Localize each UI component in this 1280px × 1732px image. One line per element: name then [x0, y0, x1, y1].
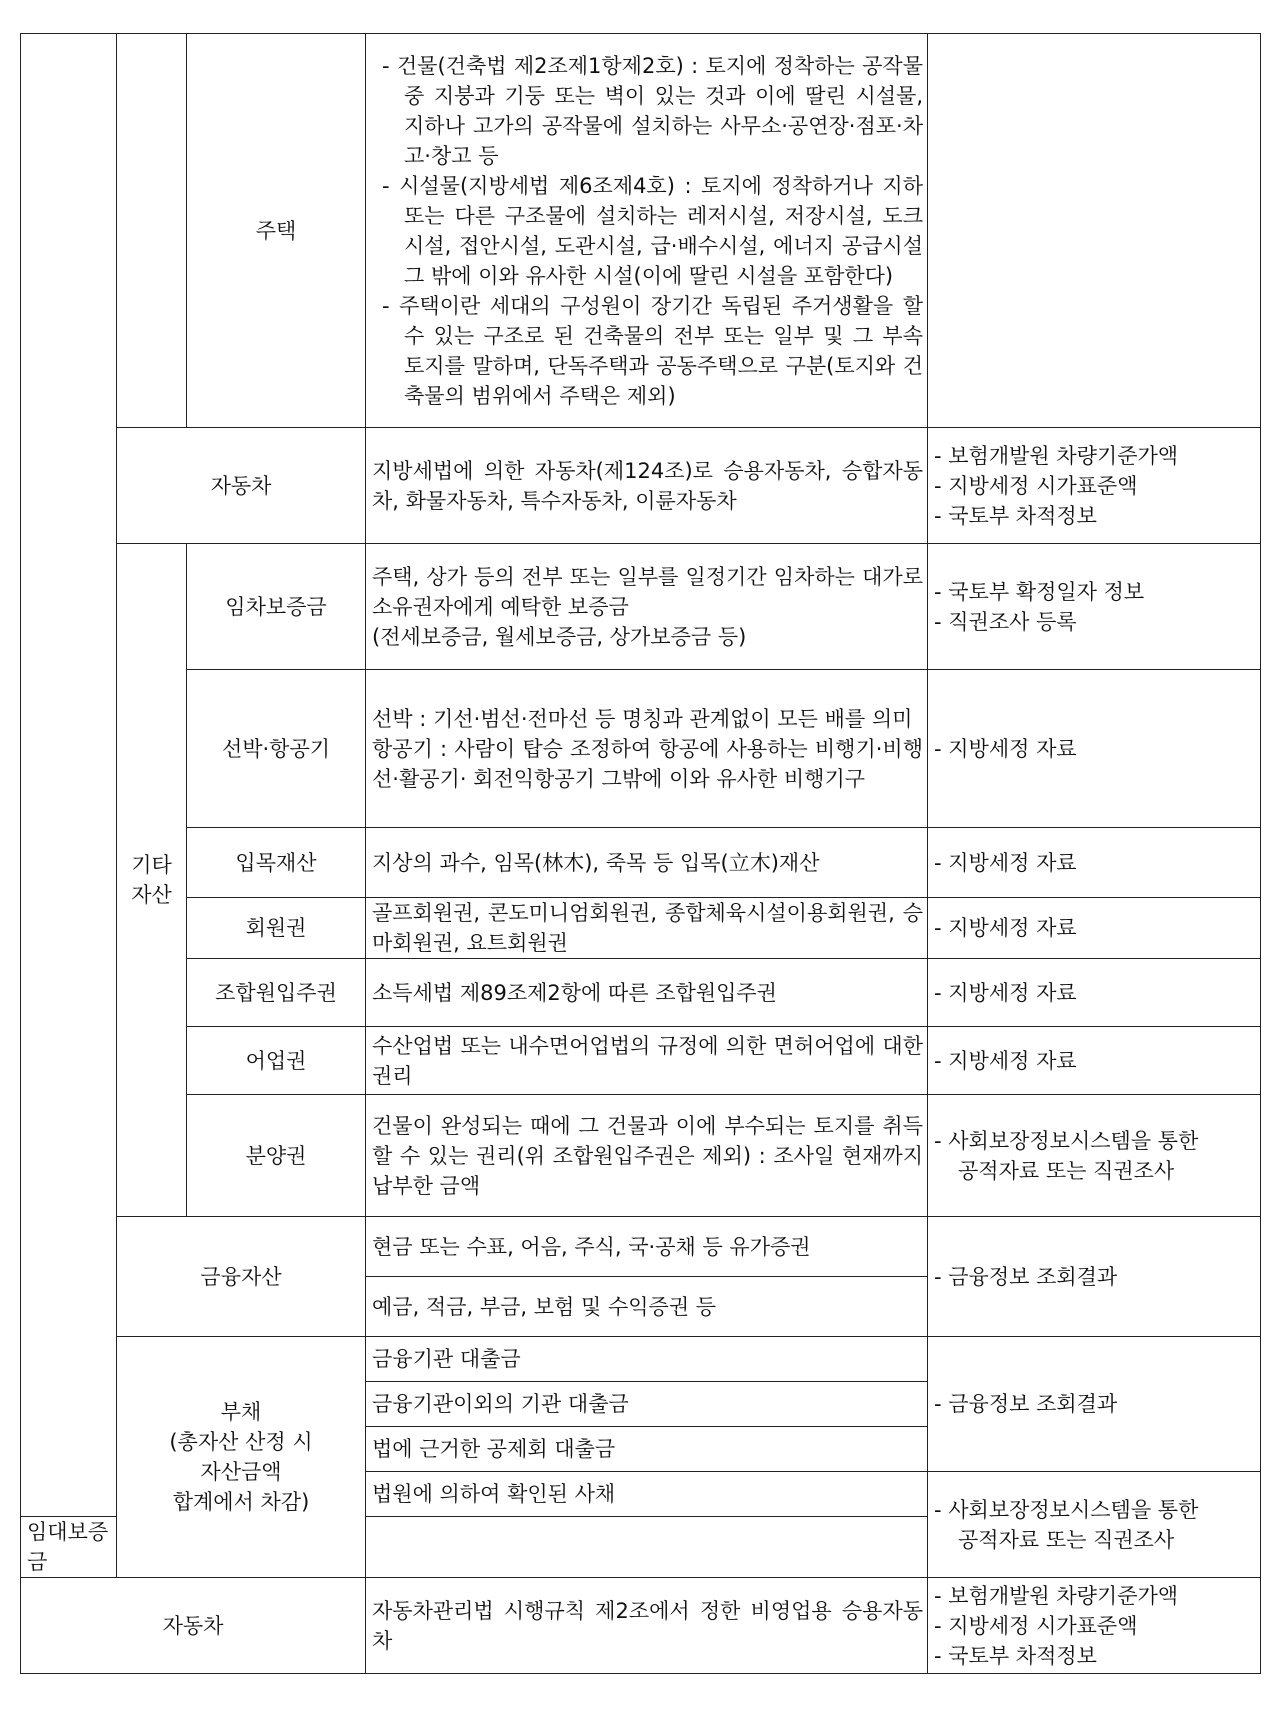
union-right-label: 조합원입주권: [187, 959, 366, 1027]
house-item-building: - 건물(건축법 제2조제1항제2호) : 토지에 정착하는 공작물 중 지붕과 기둥 또는 벽이 있는 것과 이에 딸린 시설물, 지하나 고가의 공작물에 설치하는 사무소·공연장·점포·차고·창고 등: [382, 53, 923, 168]
presale-sources: - 사회보장정보시스템을 통한 공적자료 또는 직권조사: [928, 1095, 1261, 1217]
car-nonbusiness-row: [21, 1578, 1261, 1674]
car-sources: [928, 428, 1261, 544]
deposit-description: 주택, 상가 등의 전부 또는 일부를 일정기간 임차하는 대가로 소유권자에게 예탁한 보증금 (전세보증금, 월세보증금, 상가보증금 등): [366, 544, 928, 670]
car-nonbusiness-description: 자동차관리법 시행규칙 제2조에서 정한 비영업용 승용자동차: [366, 1578, 928, 1674]
car-nonbusiness-sources: - 보험개발원 차량기준가액 - 지방세정 시가표준액 - 국토부 차적정보: [928, 1578, 1261, 1674]
membership-description: 골프회원권, 콘도미니엄회원권, 종합체육시설이용회원권, 승마회원권, 요트회원권: [366, 898, 928, 959]
car-source-2: - 지방세정 시가표준액: [934, 473, 1138, 498]
tree-source: - 지방세정 자료: [928, 828, 1261, 898]
presale-description: 건물이 완성되는 때에 그 건물과 이에 부수되는 토지를 취득할 수 있는 권리(위 조합원입주권은 제외) : 조사일 현재까지 납부한 금액: [366, 1095, 928, 1217]
house-label: 주택: [187, 34, 366, 428]
ship-aircraft-label: 선박·항공기: [187, 670, 366, 828]
fishery-label: 어업권: [187, 1027, 366, 1095]
finance-row-1: [21, 1217, 1261, 1277]
union-right-description: 소득세법 제89조제2항에 따른 조합원입주권: [366, 959, 928, 1027]
house-row: [21, 34, 1261, 428]
membership-row: [21, 898, 1261, 959]
finance-source: - 금융정보 조회결과: [928, 1217, 1261, 1337]
ship-aircraft-description: 선박 : 기선·범선·전마선 등 명칭과 관계없이 모든 배를 의미 항공기 : 사람이 탑승 조정하여 항공에 사용하는 비행기·비행선·활공기· 회전익항공기 그밖에 이와 유사한 비행기구: [366, 670, 928, 828]
membership-label: 회원권: [187, 898, 366, 959]
fishery-row: [21, 1027, 1261, 1095]
car-source-3: - 국토부 차적정보: [934, 503, 1097, 528]
fishery-source: - 지방세정 자료: [928, 1027, 1261, 1095]
house-item-definition: - 주택이란 세대의 구성원이 장기간 독립된 주거생활을 할 수 있는 구조로 된 건축물의 전부 또는 일부 및 그 부속 토지를 말하며, 단독주택과 공동주택으로 구분(토지와 건축물의 범위에서 주택은 제외): [382, 293, 923, 408]
deposit-row: [21, 544, 1261, 670]
house-item-facility: - 시설물(지방세법 제6조제4호) : 토지에 정착하거나 지하 또는 다른 구조물에 설치하는 레저시설, 저장시설, 도크시설, 접안시설, 도관시설, 급·배수시설, 에너지 공급시설 그 밖에 이와 유사한 시설(이에 딸린 시설을 포함한다): [382, 173, 923, 288]
presale-row: [21, 1095, 1261, 1217]
debt-source-social: - 사회보장정보시스템을 통한 공적자료 또는 직권조사: [928, 1472, 1261, 1578]
deposit-sources: - 국토부 확정일자 정보 - 직권조사 등록: [928, 544, 1261, 670]
union-right-row: [21, 959, 1261, 1027]
subgroup-blank-cell: [117, 34, 187, 428]
finance-item-deposits: 예금, 적금, 부금, 보험 및 수익증권 등: [366, 1277, 928, 1337]
fishery-description: 수산업법 또는 내수면어업법의 규정에 의한 면허어업에 대한 권리: [366, 1027, 928, 1095]
debt-item-lease-deposit: 임대보증금: [21, 1517, 117, 1578]
debt-label: 부채 (총자산 산정 시 자산금액 합계에서 차감): [117, 1337, 366, 1578]
tree-row: [21, 828, 1261, 898]
outer-category-cell: [21, 34, 117, 1517]
debt-source-finance: - 금융정보 조회결과: [928, 1337, 1261, 1472]
tree-label: 입목재산: [187, 828, 366, 898]
car-row: [21, 428, 1261, 544]
debt-item-private-debt: 법원에 의하여 확인된 사채: [366, 1472, 928, 1517]
tree-description: 지상의 과수, 임목(林木), 죽목 등 입목(立木)재산: [366, 828, 928, 898]
house-description: [366, 34, 928, 428]
membership-source: - 지방세정 자료: [928, 898, 1261, 959]
car-source-1: - 보험개발원 차량기준가액: [934, 443, 1179, 468]
debt-item-mutual-aid-loan: 법에 근거한 공제회 대출금: [366, 1427, 928, 1472]
debt-row-1: [21, 1337, 1261, 1382]
car-description: 지방세법에 의한 자동차(제124조)로 승용자동차, 승합자동차, 화물자동차, 특수자동차, 이륜자동차: [366, 428, 928, 544]
finance-label: 금융자산: [117, 1217, 366, 1337]
finance-item-securities: 현금 또는 수표, 어음, 주식, 국·공채 등 유가증권: [366, 1217, 928, 1277]
deposit-label: 임차보증금: [187, 544, 366, 670]
ship-aircraft-row: [21, 670, 1261, 828]
ship-aircraft-source: - 지방세정 자료: [928, 670, 1261, 828]
asset-criteria-table: [20, 33, 1261, 1674]
union-right-source: - 지방세정 자료: [928, 959, 1261, 1027]
debt-item-bank-loan: 금융기관 대출금: [366, 1337, 928, 1382]
presale-label: 분양권: [187, 1095, 366, 1217]
other-assets-label: 기타 자산: [117, 544, 187, 1217]
house-source-cell: [928, 34, 1261, 428]
car-nonbusiness-label: 자동차: [21, 1578, 366, 1674]
car-label: 자동차: [117, 428, 366, 544]
debt-item-nonbank-loan: 금융기관이외의 기관 대출금: [366, 1382, 928, 1427]
